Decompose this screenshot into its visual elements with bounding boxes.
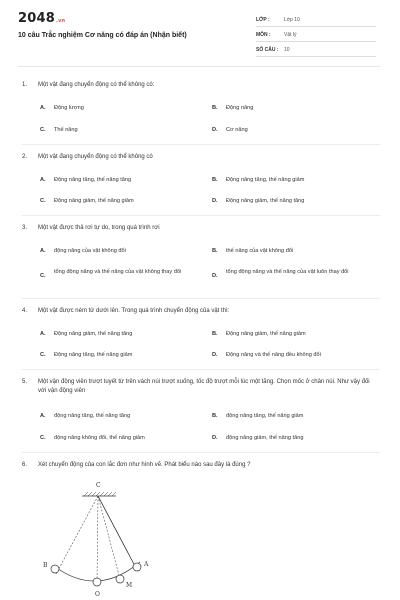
question-text: Một vật được thả rơi tự do, trong quá trình rơi [38, 225, 160, 231]
question-number: 3. [22, 225, 28, 231]
option-text: tổng động năng và thế năng của vật luôn thay đổi [226, 269, 349, 275]
string-to-m [98, 496, 120, 579]
meta-count-label: SỐ CÂU : [256, 47, 279, 53]
option-text: động năng tăng, thế năng tăng [54, 413, 131, 419]
option-text: Động năng [226, 105, 254, 111]
label-c: C [96, 482, 101, 489]
option-text: Động năng tăng, thế năng giảm [226, 177, 305, 183]
question-divider [22, 298, 380, 299]
question-text: Xét chuyển động của con lắc đơn như hình vẽ. Phát biểu nào sau đây là đúng ? [38, 462, 251, 468]
meta-class [256, 14, 376, 27]
meta-count [256, 44, 376, 57]
header-divider [18, 66, 380, 67]
option-letter: B. [212, 105, 218, 111]
option-text: tổng động năng và thế năng của vật không thay đổi [54, 269, 182, 275]
label-m: M [126, 582, 133, 589]
option-letter: C. [40, 352, 46, 358]
question-divider [22, 369, 380, 370]
question-text: Một vật được ném từ dưới lên. Trong quá trình chuyển động của vật thì: [38, 308, 230, 314]
option-letter: D. [212, 352, 218, 358]
bob-a [133, 563, 141, 571]
option-text: động năng tăng, thế năng giảm [226, 413, 304, 419]
string-to-o [97, 496, 98, 582]
page-header [0, 0, 400, 60]
option-text: Động năng tăng, thế năng tăng [54, 177, 132, 183]
question-number: 2. [22, 154, 28, 160]
option-text: thế năng của vật không đổi [226, 248, 294, 254]
meta-class-value: Lớp 10 [284, 17, 300, 23]
meta-count-value: 10 [284, 47, 290, 53]
question-number: 1. [22, 82, 28, 88]
question-text: Một vật đang chuyển động có thể không có: [38, 82, 155, 88]
question-text: Một vật đang chuyển động có thể không có [38, 154, 153, 160]
option-letter: C. [40, 273, 46, 279]
question-divider [22, 144, 380, 145]
logo-text: 2048 [18, 11, 55, 26]
option-text: Động năng giảm, thế năng giảm [226, 331, 306, 337]
option-text: Động năng giảm, thế năng tăng [226, 198, 305, 204]
option-letter: B. [212, 248, 218, 254]
option-letter: D. [212, 273, 218, 279]
string-to-a [98, 496, 136, 568]
option-letter: B. [212, 177, 218, 183]
bob-m [116, 575, 124, 583]
bob-o [93, 578, 101, 586]
question-text: Một vận động viên trượt tuyết từ trên vách núi trượt xuống, tốc độ trượt mỗi lúc một tăng. Chọn mốc ở chân núi. Như vậy đối với vận động viên [38, 379, 370, 394]
question-divider [22, 215, 380, 216]
option-text: Cơ năng [226, 127, 248, 133]
option-letter: A. [40, 105, 46, 111]
option-letter: C. [40, 435, 46, 441]
option-letter: A. [40, 331, 46, 337]
string-to-b [56, 496, 98, 574]
ceiling-hatch [84, 492, 116, 496]
option-letter: A. [40, 413, 46, 419]
option-text: động năng của vật không đổi [54, 248, 126, 254]
option-text: động năng không đổi, thế năng giảm [54, 435, 145, 441]
option-text: Thế năng [54, 127, 78, 133]
question-number: 4. [22, 308, 28, 314]
option-text: Động năng giảm, thế năng tăng [54, 331, 133, 337]
option-letter: D. [212, 198, 218, 204]
option-text: Động năng và thế năng đều không đổi [226, 352, 321, 358]
meta-class-label: LỚP : [256, 17, 270, 23]
meta-subject [256, 29, 376, 42]
option-letter: B. [212, 413, 218, 419]
option-letter: D. [212, 127, 218, 133]
page-title: 10 câu Trắc nghiệm Cơ năng có đáp án (Nhận biết) [18, 32, 187, 39]
meta-subject-value: Vật lý [284, 32, 297, 38]
option-text: Động lượng [54, 105, 84, 111]
option-letter: C. [40, 127, 46, 133]
option-letter: D. [212, 435, 218, 441]
bob-b [51, 565, 59, 573]
label-o: O [95, 591, 100, 598]
site-logo[interactable] [18, 11, 65, 26]
logo-tld: .vn [55, 18, 66, 24]
label-b: B [43, 562, 48, 569]
pendulum-figure [40, 478, 180, 600]
meta-subject-label: MÔN : [256, 32, 271, 38]
option-letter: B. [212, 331, 218, 337]
option-letter: A. [40, 248, 46, 254]
option-text: Động năng tăng, thế năng giảm [54, 352, 133, 358]
label-a: A [144, 561, 149, 568]
option-text: Động năng giảm, thế năng giảm [54, 198, 134, 204]
question-divider [22, 452, 380, 453]
question-number: 5. [22, 379, 28, 385]
option-letter: A. [40, 177, 46, 183]
question-number: 6. [22, 462, 28, 468]
option-text: động năng giảm, thế năng tăng [226, 435, 304, 441]
option-letter: C. [40, 198, 46, 204]
